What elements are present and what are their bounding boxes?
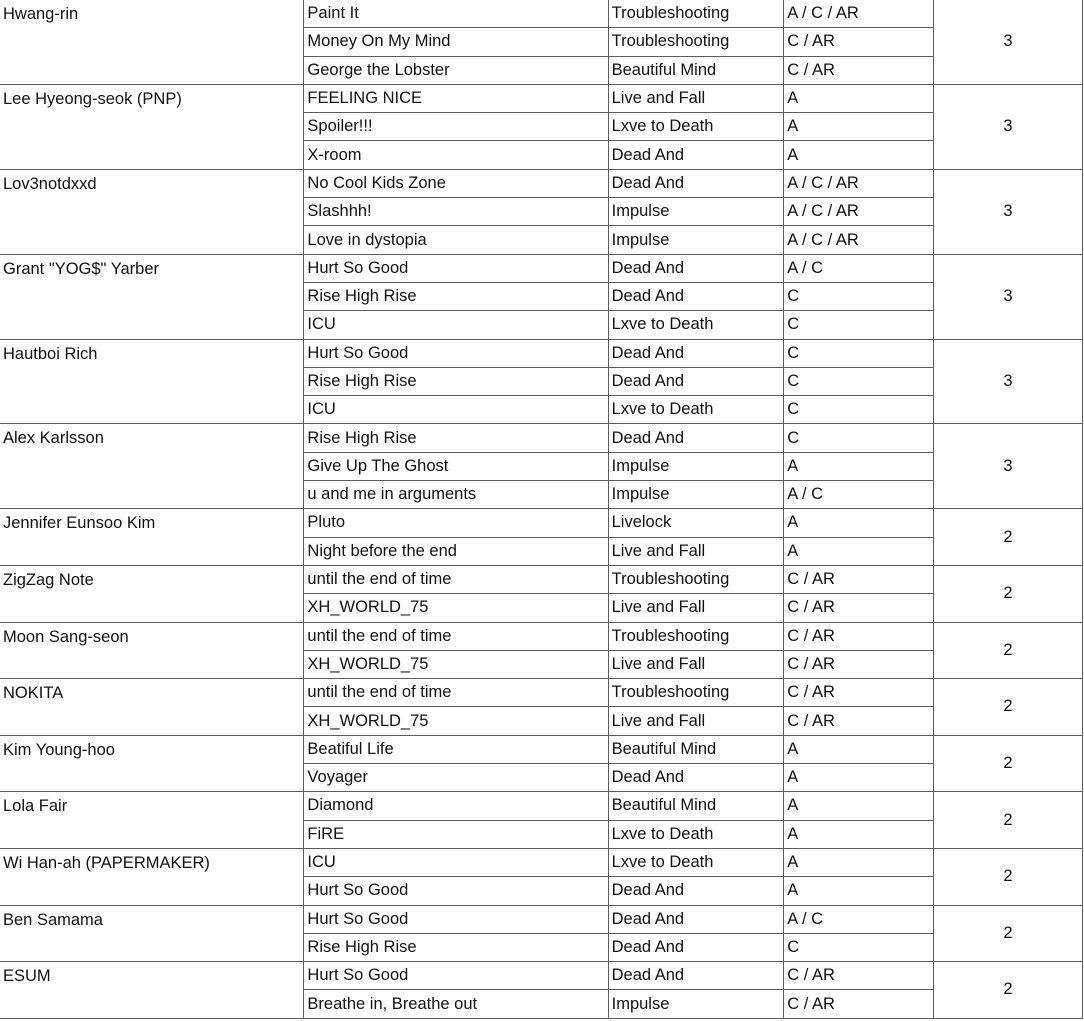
album-cell: Lxve to Death — [608, 848, 784, 876]
album-cell: Impulse — [608, 481, 784, 509]
song-title-cell: Voyager — [304, 764, 608, 792]
song-title-cell: FEELING NICE — [304, 84, 608, 112]
song-title-cell: Hurt So Good — [304, 339, 608, 367]
album-cell: Dead And — [608, 169, 784, 197]
artist-cell: Moon Sang-seon — [0, 622, 304, 679]
song-title-cell: X-room — [304, 141, 608, 169]
role-cell: A — [784, 877, 934, 905]
album-cell: Dead And — [608, 905, 784, 933]
song-count-cell: 3 — [933, 0, 1082, 84]
artist-cell: Lov3notdxxd — [0, 169, 304, 254]
song-title-cell: until the end of time — [304, 679, 608, 707]
table-row — [0, 254, 1083, 282]
album-cell: Impulse — [608, 452, 784, 480]
song-title-cell: ICU — [304, 311, 608, 339]
album-cell: Lxve to Death — [608, 820, 784, 848]
song-title-cell: until the end of time — [304, 622, 608, 650]
song-count-cell: 2 — [933, 679, 1082, 736]
role-cell: A — [784, 509, 934, 537]
album-cell: Beautiful Mind — [608, 792, 784, 820]
role-cell: C — [784, 282, 934, 310]
album-cell: Lxve to Death — [608, 396, 784, 424]
song-title-cell: No Cool Kids Zone — [304, 169, 608, 197]
album-cell: Beautiful Mind — [608, 735, 784, 763]
album-cell: Dead And — [608, 933, 784, 961]
table-row — [0, 339, 1083, 367]
table-row — [0, 905, 1083, 933]
song-title-cell: Give Up The Ghost — [304, 452, 608, 480]
role-cell: C / AR — [784, 707, 934, 735]
role-cell: A / C / AR — [784, 0, 934, 28]
role-cell: A — [784, 820, 934, 848]
song-title-cell: Breathe in, Breathe out — [304, 990, 608, 1018]
album-cell: Impulse — [608, 990, 784, 1018]
song-title-cell: Paint It — [304, 0, 608, 28]
table-row — [0, 735, 1083, 763]
role-cell: A — [784, 792, 934, 820]
table-row — [0, 509, 1083, 537]
song-title-cell: George the Lobster — [304, 56, 608, 84]
role-cell: C / AR — [784, 594, 934, 622]
artist-cell: Lola Fair — [0, 792, 304, 849]
role-cell: C — [784, 396, 934, 424]
role-cell: C / AR — [784, 622, 934, 650]
album-cell: Live and Fall — [608, 650, 784, 678]
artist-cell: Ben Samama — [0, 905, 304, 962]
artist-cell: Jennifer Eunsoo Kim — [0, 509, 304, 566]
album-cell: Impulse — [608, 226, 784, 254]
artist-cell: Wi Han-ah (PAPERMAKER) — [0, 848, 304, 905]
table-row — [0, 0, 1083, 28]
table-row — [0, 84, 1083, 112]
song-title-cell: Spoiler!!! — [304, 113, 608, 141]
album-cell: Impulse — [608, 198, 784, 226]
table-row — [0, 565, 1083, 593]
song-title-cell: Hurt So Good — [304, 254, 608, 282]
album-cell: Dead And — [608, 282, 784, 310]
role-cell: C — [784, 933, 934, 961]
role-cell: A / C — [784, 254, 934, 282]
album-cell: Troubleshooting — [608, 0, 784, 28]
role-cell: A — [784, 735, 934, 763]
song-title-cell: Money On My Mind — [304, 28, 608, 56]
song-count-cell: 3 — [933, 169, 1082, 254]
role-cell: C / AR — [784, 565, 934, 593]
song-count-cell: 3 — [933, 84, 1082, 169]
song-count-cell: 3 — [933, 424, 1082, 509]
table-row — [0, 679, 1083, 707]
song-title-cell: until the end of time — [304, 565, 608, 593]
song-title-cell: XH_WORLD_75 — [304, 594, 608, 622]
song-count-cell: 3 — [933, 339, 1082, 424]
artist-cell: Grant "YOG$" Yarber — [0, 254, 304, 339]
song-title-cell: Slashhh! — [304, 198, 608, 226]
song-title-cell: Hurt So Good — [304, 905, 608, 933]
role-cell: A — [784, 452, 934, 480]
role-cell: A — [784, 141, 934, 169]
role-cell: C / AR — [784, 56, 934, 84]
album-cell: Livelock — [608, 509, 784, 537]
role-cell: A — [784, 848, 934, 876]
song-count-cell: 2 — [933, 792, 1082, 849]
role-cell: A / C / AR — [784, 198, 934, 226]
artist-cell: NOKITA — [0, 679, 304, 736]
song-title-cell: Rise High Rise — [304, 933, 608, 961]
album-cell: Dead And — [608, 141, 784, 169]
song-title-cell: Hurt So Good — [304, 962, 608, 990]
song-count-cell: 2 — [933, 509, 1082, 566]
role-cell: A / C — [784, 481, 934, 509]
role-cell: C / AR — [784, 28, 934, 56]
album-cell: Dead And — [608, 367, 784, 395]
table-row — [0, 962, 1083, 990]
album-cell: Live and Fall — [608, 84, 784, 112]
role-cell: A — [784, 113, 934, 141]
artist-cell: ESUM — [0, 962, 304, 1019]
table-row — [0, 792, 1083, 820]
role-cell: C — [784, 339, 934, 367]
artist-cell: ZigZag Note — [0, 565, 304, 622]
table-row — [0, 424, 1083, 452]
song-count-cell: 2 — [933, 905, 1082, 962]
role-cell: A / C / AR — [784, 169, 934, 197]
artist-cell: Hautboi Rich — [0, 339, 304, 424]
album-cell: Troubleshooting — [608, 28, 784, 56]
album-cell: Live and Fall — [608, 537, 784, 565]
album-cell: Troubleshooting — [608, 565, 784, 593]
song-title-cell: XH_WORLD_75 — [304, 707, 608, 735]
song-title-cell: Rise High Rise — [304, 282, 608, 310]
album-cell: Live and Fall — [608, 707, 784, 735]
song-count-cell: 2 — [933, 735, 1082, 792]
role-cell: A — [784, 764, 934, 792]
role-cell: A — [784, 537, 934, 565]
role-cell: C / AR — [784, 650, 934, 678]
song-title-cell: Beatiful Life — [304, 735, 608, 763]
song-title-cell: Diamond — [304, 792, 608, 820]
role-cell: C / AR — [784, 990, 934, 1018]
song-title-cell: FiRE — [304, 820, 608, 848]
album-cell: Beautiful Mind — [608, 56, 784, 84]
table-row — [0, 622, 1083, 650]
album-cell: Dead And — [608, 254, 784, 282]
song-title-cell: Rise High Rise — [304, 367, 608, 395]
song-title-cell: u and me in arguments — [304, 481, 608, 509]
song-count-cell: 2 — [933, 962, 1082, 1019]
song-title-cell: ICU — [304, 848, 608, 876]
role-cell: A — [784, 84, 934, 112]
role-cell: C — [784, 424, 934, 452]
role-cell: C / AR — [784, 962, 934, 990]
album-cell: Troubleshooting — [608, 679, 784, 707]
role-cell: C — [784, 367, 934, 395]
song-count-cell: 2 — [933, 622, 1082, 679]
song-title-cell: ICU — [304, 396, 608, 424]
song-title-cell: Love in dystopia — [304, 226, 608, 254]
artist-cell: Alex Karlsson — [0, 424, 304, 509]
album-cell: Lxve to Death — [608, 311, 784, 339]
artist-cell: Lee Hyeong-seok (PNP) — [0, 84, 304, 169]
role-cell: A / C — [784, 905, 934, 933]
album-cell: Dead And — [608, 877, 784, 905]
role-cell: A / C / AR — [784, 226, 934, 254]
album-cell: Live and Fall — [608, 594, 784, 622]
table-row — [0, 848, 1083, 876]
song-title-cell: Rise High Rise — [304, 424, 608, 452]
album-cell: Dead And — [608, 339, 784, 367]
role-cell: C — [784, 311, 934, 339]
album-cell: Dead And — [608, 764, 784, 792]
song-count-cell: 2 — [933, 565, 1082, 622]
artist-cell: Kim Young-hoo — [0, 735, 304, 792]
album-cell: Troubleshooting — [608, 622, 784, 650]
song-title-cell: Pluto — [304, 509, 608, 537]
role-cell: C / AR — [784, 679, 934, 707]
album-cell: Dead And — [608, 962, 784, 990]
song-title-cell: XH_WORLD_75 — [304, 650, 608, 678]
song-count-cell: 2 — [933, 848, 1082, 905]
song-title-cell: Night before the end — [304, 537, 608, 565]
artist-cell: Hwang-rin — [0, 0, 304, 84]
song-count-cell: 3 — [933, 254, 1082, 339]
table-row — [0, 169, 1083, 197]
album-cell: Lxve to Death — [608, 113, 784, 141]
album-cell: Dead And — [608, 424, 784, 452]
song-title-cell: Hurt So Good — [304, 877, 608, 905]
